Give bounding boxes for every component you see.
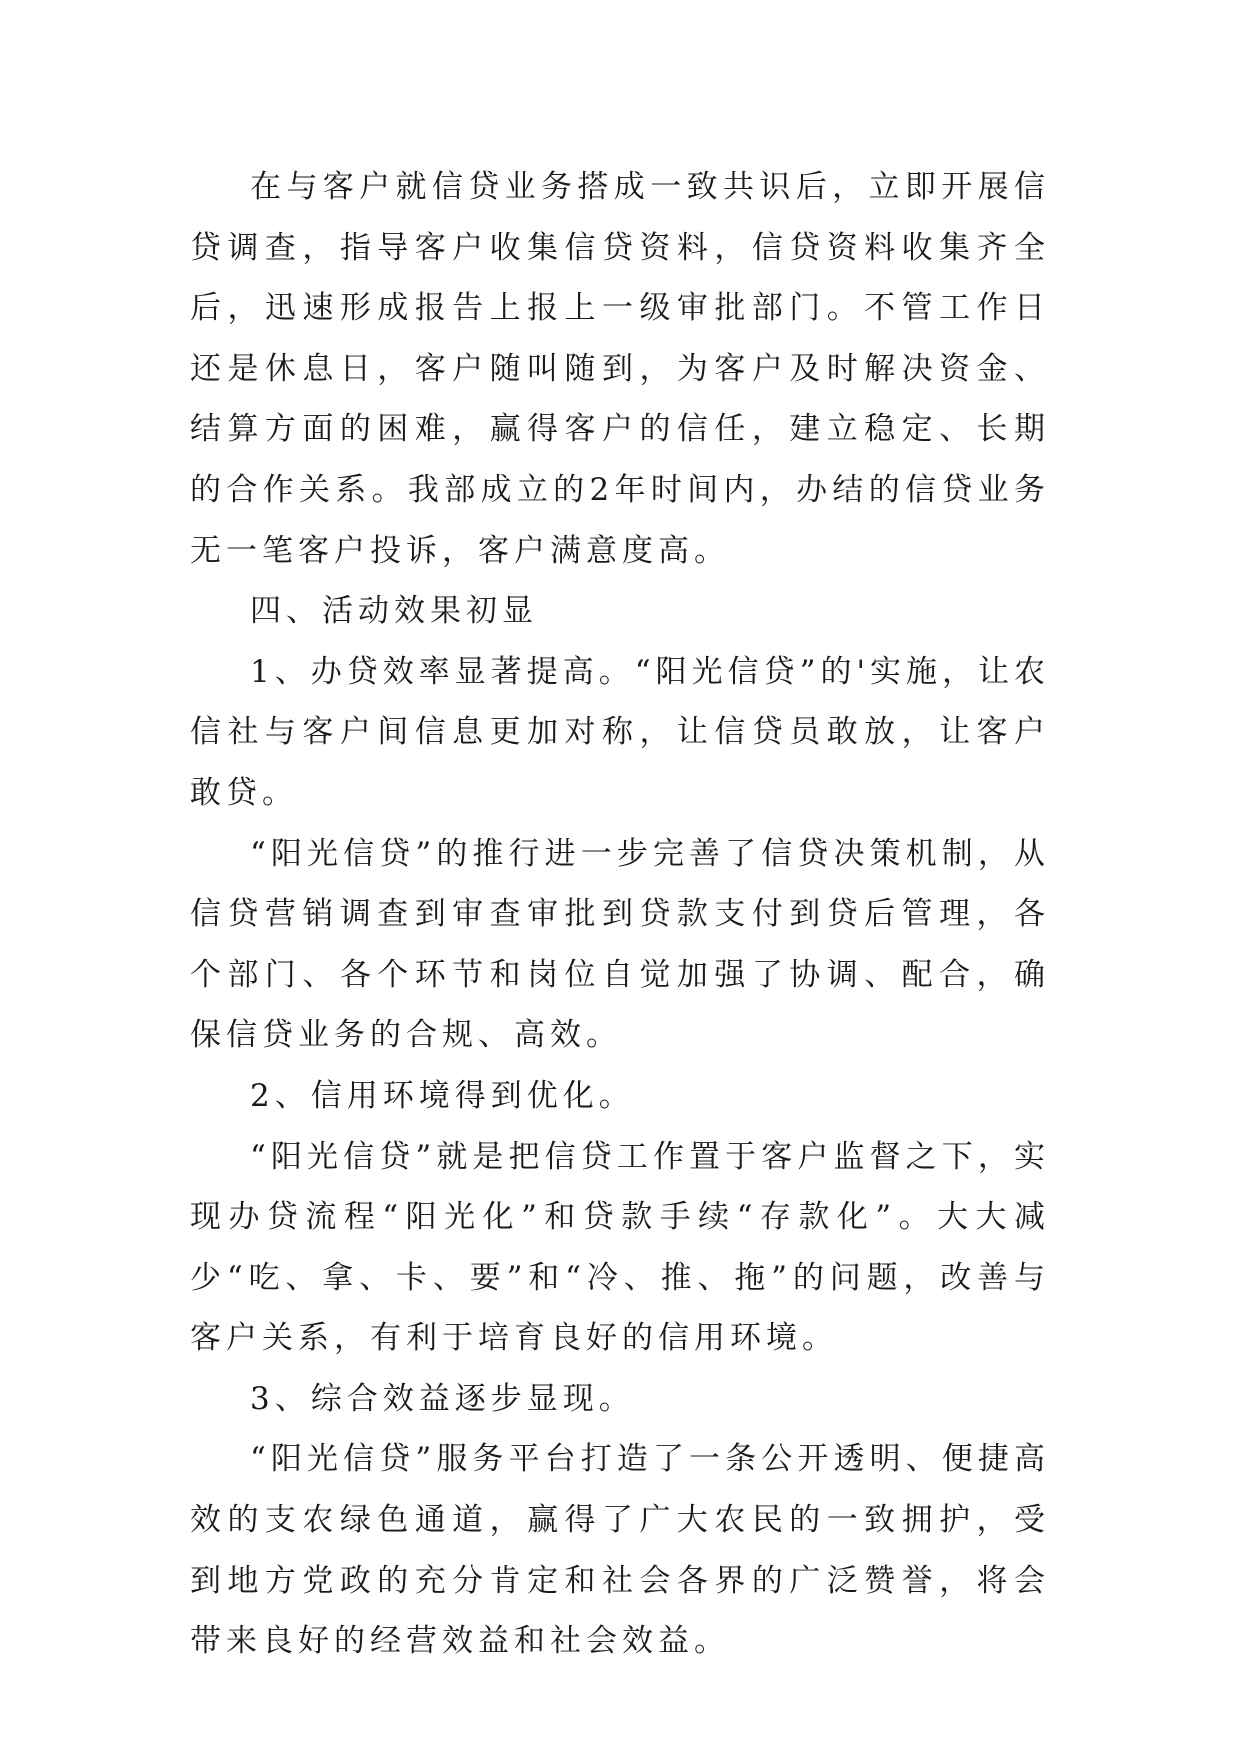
section-heading-activity-effects: 四、活动效果初显: [250, 593, 538, 630]
paragraph-efficiency: 1、办贷效率显著提高。“阳光信贷”的'实施，让农信社与客户间信息更加对称，让信贷员敢放，让客户敢贷。: [190, 653, 1050, 811]
paragraph-credit-environment-heading: 2、信用环境得到优化。: [250, 1077, 635, 1114]
document-body: [190, 157, 1050, 1672]
paragraph-credit-environment: “阳光信贷”就是把信贷工作置于客户监督之下，实现办贷流程“阳光化”和贷款手续“存款化”。大大减少“吃、拿、卡、要”和“冷、推、拖”的问题，改善与客户关系，有利于培育良好的信用环境。: [190, 1138, 1050, 1357]
paragraph-decision-mechanism: “阳光信贷”的推行进一步完善了信贷决策机制，从信贷营销调查到审查审批到贷款支付到贷后管理，各个部门、各个环节和岗位自觉加强了协调、配合，确保信贷业务的合规、高效。: [190, 835, 1050, 1054]
paragraph-credit-process: 在与客户就信贷业务搭成一致共识后，立即开展信贷调查，指导客户收集信贷资料，信贷资料收集齐全后，迅速形成报告上报上一级审批部门。不管工作日还是休息日，客户随叫随到，为客户及时解决资金、结算方面的困难，赢得客户的信任，建立稳定、长期的合作关系。我部成立的2年时间内，办结的信贷业务无一笔客户投诉，客户满意度高。: [190, 169, 1050, 569]
paragraph-benefits: “阳光信贷”服务平台打造了一条公开透明、便捷高效的支农绿色通道，赢得了广大农民的一致拥护，受到地方党政的充分肯定和社会各界的广泛赞誉，将会带来良好的经营效益和社会效益。: [190, 1441, 1050, 1660]
paragraph-benefits-heading: 3、综合效益逐步显现。: [250, 1380, 635, 1417]
